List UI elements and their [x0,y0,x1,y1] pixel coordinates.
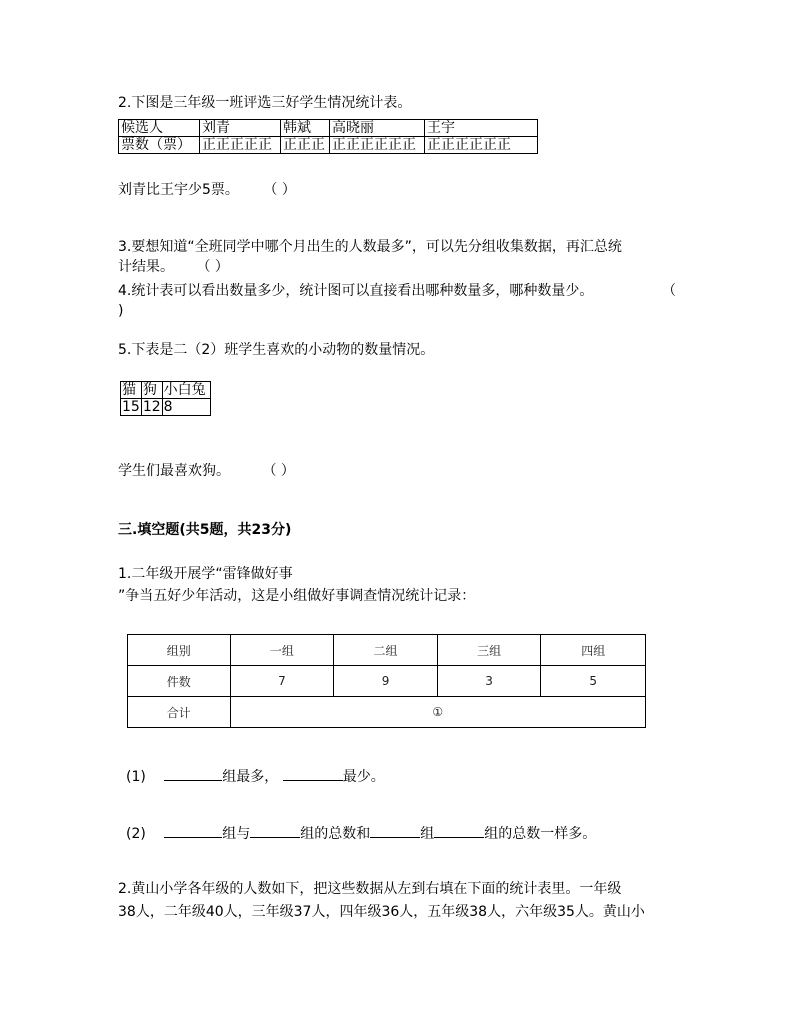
answer-blank[interactable] [370,823,420,838]
table-cell: 票数（票） [119,137,200,154]
q5-statement [118,462,295,480]
f1-sub1 [126,766,385,786]
f1-line2: ”争当五好少年活动，这是小组做好事调查情况统计记录： [118,588,476,604]
answer-blank[interactable] [164,823,222,838]
answer-paren[interactable]: （ ） [263,182,296,198]
table-cell: 候选人 [119,120,200,137]
table-cell: 合计 [128,697,231,728]
table-row [128,697,646,728]
sub-number: (2) [126,826,146,842]
table-cell: 9 [334,666,438,697]
answer-paren[interactable]: （ ） [262,463,295,479]
q3-text: 计结果。 [118,259,174,275]
sub-text: 组与 [222,826,251,842]
answer-blank[interactable] [250,823,300,838]
f1-line1: 1.二年级开展学“雷锋做好事 [118,566,293,582]
f1-sub2 [126,823,596,843]
sub-text: 最少。 [342,769,385,785]
table-cell: 12 [142,399,161,415]
table-cell: 7 [230,666,334,697]
table-cell: 刘青 [200,120,281,137]
table-cell: 小白兔 [162,382,210,399]
answer-blank[interactable] [434,823,484,838]
table-header-cell: 一组 [230,635,334,666]
sub-text: 组最多， [222,769,279,785]
sub-text: 组的总数和 [300,826,371,842]
q4-line1: 4.统计表可以看出数量多少，统计图可以直接看出哪种数量多，哪种数量少。 [118,283,594,299]
sub-number: (1) [126,769,146,785]
q2-table [118,119,538,154]
q3-line1: 3.要想知道“全班同学中哪个月出生的人数最多”，可以先分组收集数据，再汇总统 [118,239,622,255]
table-cell: 猫 [121,382,142,399]
table-cell-total[interactable]: ① [230,697,645,728]
answer-blank[interactable] [164,766,222,781]
statement-text: 刘青比王宇少5票。 [118,182,239,198]
table-header-cell: 组别 [128,635,231,666]
q5-table [120,381,211,416]
table-cell: 正正正正正 [200,137,281,154]
table-header-cell: 二组 [334,635,438,666]
statement-text: 学生们最喜欢狗。 [118,463,230,479]
table-row [119,137,538,154]
table-row [128,666,646,697]
table-cell: 狗 [141,382,162,399]
table-cell: 5 [541,666,646,697]
sub-text: 组的总数一样多。 [484,826,597,842]
table-cell: 正正正正正正 [425,137,538,154]
f2-line1: 2.黄山小学各年级的人数如下，把这些数据从左到右填在下面的统计表里。一年级 [118,881,622,897]
table-cell: 韩斌 [281,120,330,137]
table-row [119,120,538,137]
table-cell: 15 [122,399,140,415]
f1-table [127,634,646,728]
section-heading: 三.填空题(共5题，共23分) [118,522,292,538]
table-cell: 件数 [128,666,231,697]
table-row [121,399,211,416]
table-cell: 8 [162,399,210,416]
table-cell: 王宇 [425,120,538,137]
q3-line2 [118,258,229,276]
q2-title: 2.下图是三年级一班评选三好学生情况统计表。 [118,95,412,111]
table-header-cell: 三组 [437,635,541,666]
q2-statement [118,181,296,199]
table-row [128,635,646,666]
q4-line2[interactable]: ) [118,303,124,319]
table-cell: 正正正正正正 [330,137,425,154]
table-row [121,382,211,399]
sub-text: 组 [420,826,435,842]
table-header-cell: 四组 [541,635,646,666]
table-cell: 3 [437,666,541,697]
table-cell: 正正正 [281,137,330,154]
table-cell: 高晓丽 [330,120,425,137]
q5-title: 5.下表是二（2）班学生喜欢的小动物的数量情况。 [118,342,435,358]
answer-blank[interactable] [283,766,343,781]
answer-paren-open[interactable]: （ [662,283,676,299]
f2-line2: 38人，二年级40人，三年级37人，四年级36人，五年级38人，六年级35人。黄山小 [118,904,645,920]
answer-paren[interactable]: （ ） [196,259,229,275]
